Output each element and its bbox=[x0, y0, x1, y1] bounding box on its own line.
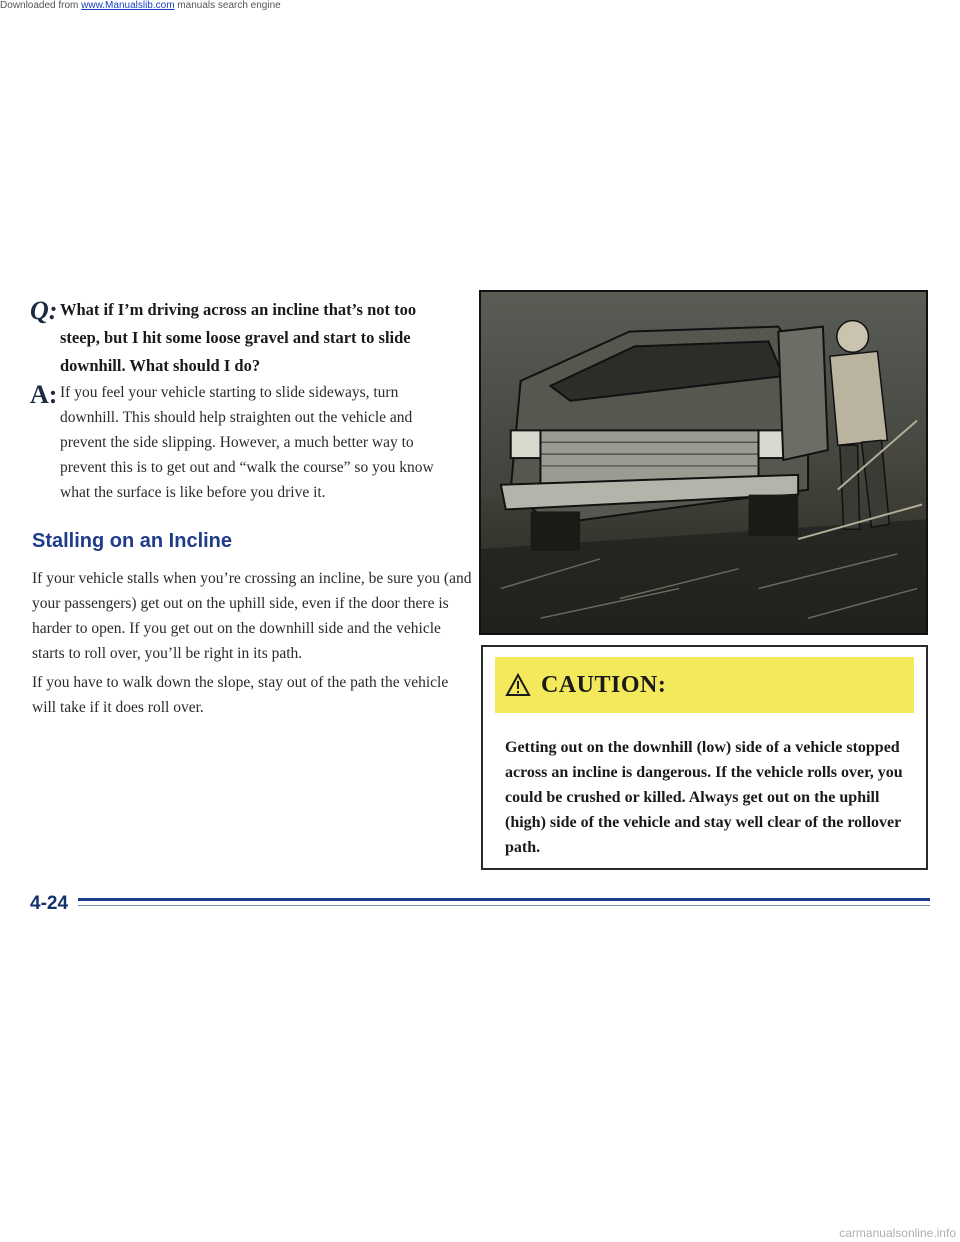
footer-rule-thin bbox=[78, 905, 930, 906]
illustration-svg bbox=[481, 292, 926, 633]
question-letter: Q: bbox=[30, 296, 58, 325]
corner-watermark: carmanualsonline.info bbox=[839, 1226, 956, 1240]
watermark-suffix: manuals search engine bbox=[174, 0, 281, 11]
page-number: 4-24 bbox=[30, 893, 69, 914]
footer-rule bbox=[78, 898, 930, 901]
section-heading: Stalling on an Incline bbox=[32, 530, 233, 552]
answer-text: If you feel your vehicle starting to slide sideways, turn downhill. This should help straighten out the vehicle and prevent the side slipping. However, a much better way to prevent this is to get out and “walk the course” so you know what the surface is like before you drive it. bbox=[60, 384, 434, 501]
paragraph-text: If your vehicle stalls when you’re crossing an incline, be sure you (and your passengers) get out on the uphill side, even if the door there is harder to open. If you get out on the downhill side and the vehicle starts to roll over, you’ll be right in its path. bbox=[32, 570, 472, 662]
section-paragraph-2 bbox=[32, 670, 472, 720]
question-block bbox=[30, 296, 460, 380]
caution-title: CAUTION: bbox=[541, 671, 667, 698]
answer-letter: A: bbox=[30, 380, 58, 409]
download-watermark bbox=[0, 0, 281, 11]
watermark-prefix: Downloaded from bbox=[0, 0, 82, 11]
vehicle-on-incline-illustration bbox=[479, 290, 928, 635]
manualslib-link[interactable]: www.Manualslib.com bbox=[81, 0, 175, 11]
paragraph-text: If you have to walk down the slope, stay out of the path the vehicle will take if it does roll over. bbox=[32, 674, 449, 716]
section-paragraph-1 bbox=[32, 566, 472, 666]
caution-header bbox=[495, 657, 914, 713]
caution-text: Getting out on the downhill (low) side of a vehicle stopped across an incline is dangerous. If the vehicle rolls over, you could be crushed or killed. Always get out on the uphill (high) side of the vehicle and stay well clear of the rollover path. bbox=[505, 739, 903, 856]
warning-triangle-icon bbox=[505, 673, 531, 697]
caution-box bbox=[481, 645, 928, 870]
caution-heading-group bbox=[505, 672, 666, 699]
answer-block bbox=[30, 380, 460, 505]
question-text: What if I’m driving across an incline that’s not too steep, but I hit some loose gravel and start to slide downhill. What should I do? bbox=[60, 300, 417, 375]
